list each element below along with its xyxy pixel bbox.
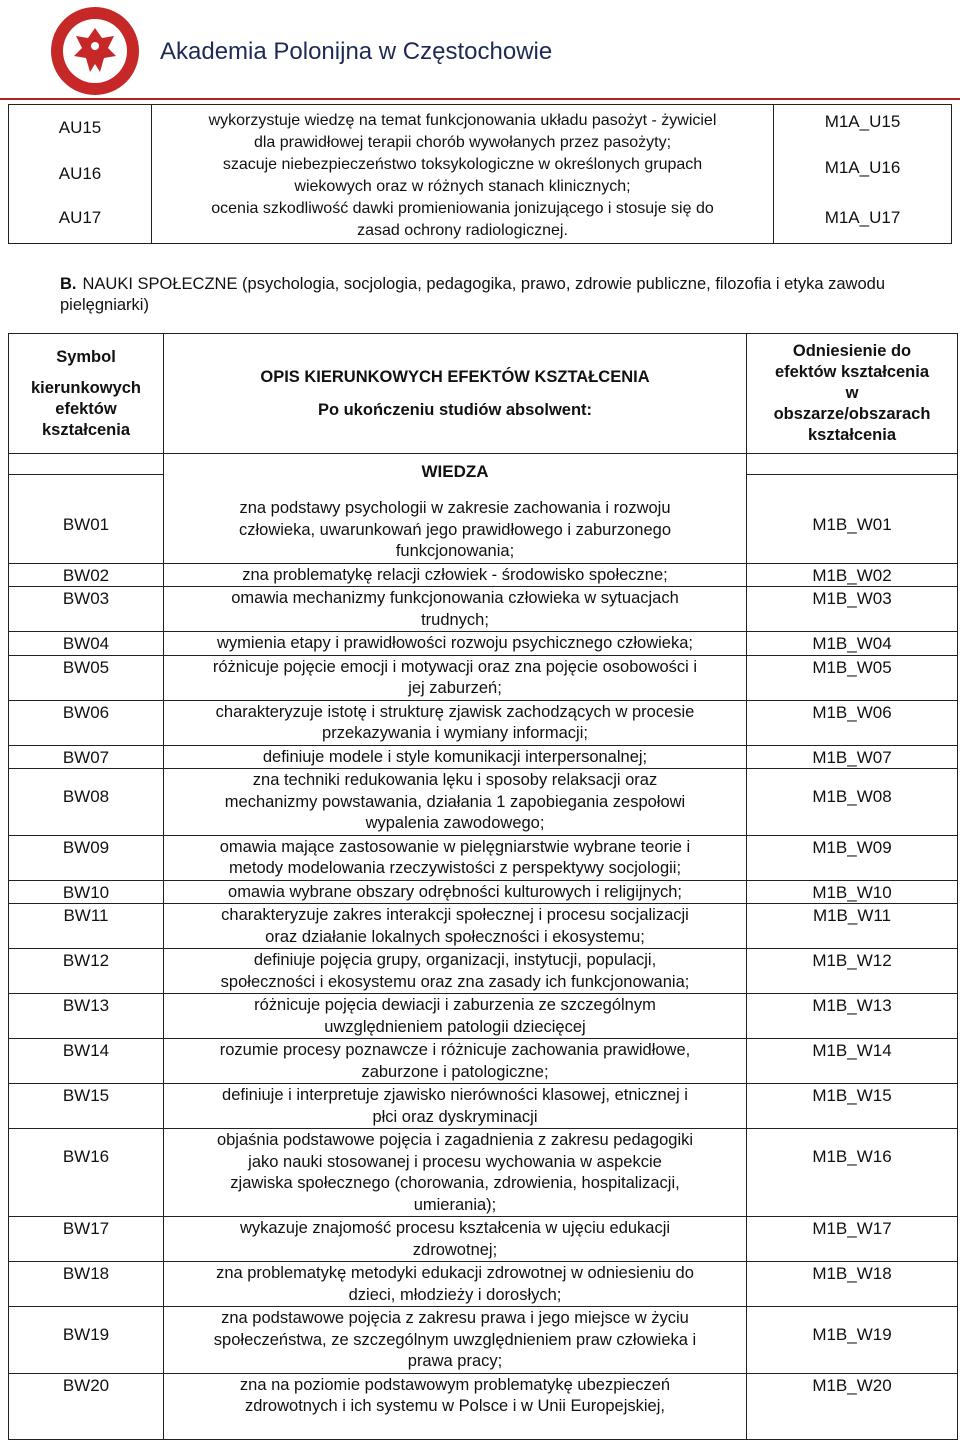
- row-description-line: metody modelowania rzeczywistości z perspektywy socjologii;: [228, 859, 682, 877]
- row-divider: [9, 880, 163, 881]
- row-symbol: BW10: [62, 882, 110, 902]
- row-divider: [164, 745, 746, 746]
- row-description-line: wypalenia zawodowego;: [365, 814, 545, 832]
- row-divider: [164, 1261, 746, 1262]
- row-reference: M1B_W17: [812, 1219, 892, 1238]
- row-description-line: rozumie procesy poznawcze i różnicuje zachowania prawidłowe,: [219, 1041, 691, 1059]
- row-description-line: charakteryzuje istotę i strukturę zjawisk zachodzących w procesie: [215, 702, 695, 721]
- row-divider: [747, 768, 957, 769]
- row-divider: [9, 1373, 163, 1374]
- row-description-line: definiuje modele i style komunikacji interpersonalnej;: [262, 747, 648, 766]
- row-reference: M1B_W07: [812, 747, 892, 767]
- header-symbol-line: kształcenia: [41, 420, 131, 439]
- row-description-line: definiuje pojęcia grupy, organizacji, instytucji, populacji,: [253, 951, 657, 969]
- row-divider: [747, 1216, 957, 1217]
- row-reference: M1B_W15: [812, 1086, 892, 1105]
- row-reference: M1B_W16: [812, 1147, 892, 1166]
- row-divider: [164, 880, 746, 881]
- row-reference: M1B_W10: [812, 882, 892, 902]
- row-reference: M1B_W05: [812, 657, 892, 677]
- row-divider: [164, 700, 746, 701]
- row-reference: M1B_W04: [812, 634, 892, 653]
- row-description-line: umierania);: [413, 1195, 497, 1214]
- row-divider: [747, 1083, 957, 1084]
- top-desc-line: wiekowych oraz w różnych stanach klinicznych;: [294, 178, 631, 195]
- row-divider: [747, 700, 957, 701]
- section-text: NAUKI SPOŁECZNE (psychologia, socjologia, pedagogika, prawo, zdrowie publiczne, filozofia i etyka zawodu pielęgniarki): [60, 275, 885, 314]
- top-symbol-cell: [9, 105, 152, 244]
- row-symbol: BW11: [63, 906, 109, 925]
- header-divider: [0, 98, 960, 100]
- row-reference: M1B_W18: [812, 1264, 892, 1283]
- row-reference: M1B_W01: [812, 515, 892, 534]
- row-description-line: omawia wybrane obszary odrębności kulturowych i religijnych;: [228, 882, 682, 901]
- row-description-line: człowieka, uwarunkowań jego prawidłowego i zaburzonego: [238, 520, 671, 539]
- row-description-line: trudnych;: [421, 610, 489, 629]
- header-ref-line: Odniesienie do: [792, 342, 912, 360]
- top-desc-line: szacuje niebezpieczeństwo toksykologiczne w określonych grupach: [222, 156, 703, 173]
- row-symbol: BW20: [62, 1375, 110, 1395]
- row-divider: [747, 1128, 957, 1129]
- row-divider: [747, 631, 957, 632]
- row-description-line: prawa pracy;: [407, 1352, 503, 1370]
- row-description-line: dzieci, młodzieży i dorosłych;: [348, 1285, 562, 1304]
- row-description-line: zdrowotnej;: [412, 1240, 498, 1259]
- row-divider: [9, 1038, 163, 1039]
- row-symbol: BW17: [62, 1219, 110, 1238]
- row-description-line: wymienia etapy i prawidłowości rozwoju psychicznego człowieka;: [217, 634, 693, 652]
- row-divider: [747, 835, 957, 836]
- top-symbol: AU15: [58, 118, 102, 137]
- category-divider: [747, 474, 957, 475]
- header-symbol-line: kierunkowych: [30, 378, 142, 397]
- row-symbol: BW07: [62, 747, 110, 767]
- row-description-line: społeczeństwa, ze szczególnym uwzględnieniem praw człowieka i: [213, 1330, 697, 1349]
- main-table: [8, 333, 958, 1440]
- page-header: [0, 0, 960, 100]
- row-divider: [9, 835, 163, 836]
- row-divider: [9, 586, 163, 587]
- row-divider: [747, 880, 957, 881]
- row-divider: [747, 1306, 957, 1307]
- row-divider: [9, 993, 163, 994]
- row-symbol: BW16: [62, 1147, 110, 1166]
- row-symbol: BW01: [62, 515, 110, 534]
- row-description-line: przekazywania i wymiany informacji;: [322, 724, 588, 742]
- row-description-line: zdrowotnych i ich systemu w Polsce i w Unii Europejskiej,: [245, 1397, 665, 1415]
- top-desc-line: wykorzystuje wiedzę na temat funkcjonowania układu pasożyt - żywiciel: [208, 112, 717, 129]
- row-description-line: płci oraz dyskryminacji: [372, 1107, 538, 1126]
- top-table: [8, 104, 952, 244]
- row-description-line: zna podstawy psychologii w zakresie zachowania i rozwoju: [239, 499, 671, 517]
- row-divider: [9, 700, 163, 701]
- row-divider: [164, 948, 746, 949]
- row-divider: [9, 903, 163, 904]
- row-divider: [164, 586, 746, 587]
- category-divider: [9, 474, 163, 475]
- row-description-line: funkcjonowania;: [395, 542, 515, 560]
- row-divider: [747, 1261, 957, 1262]
- header-desc-line: Po ukończeniu studiów absolwent:: [317, 400, 593, 419]
- top-ref-cell: [774, 105, 952, 244]
- top-desc-line: zasad ochrony radiologicznej.: [357, 222, 568, 239]
- row-description-line: mechanizmy powstawania, działania 1 zapobiegania zespołowi: [224, 792, 686, 811]
- header-ref-line: kształcenia: [807, 426, 897, 444]
- row-symbol: BW03: [62, 589, 110, 608]
- header-ref-line: obszarze/obszarach: [773, 405, 931, 423]
- row-reference: M1B_W06: [812, 702, 892, 722]
- row-divider: [9, 563, 163, 564]
- row-divider: [9, 1306, 163, 1307]
- row-description-line: objaśnia podstawowe pojęcia i zagadnienia z zakresu pedagogiki: [216, 1131, 694, 1149]
- row-reference: M1B_W03: [812, 589, 892, 608]
- row-reference: M1B_W19: [812, 1325, 892, 1344]
- header-desc-cell: [164, 334, 747, 454]
- row-divider: [747, 655, 957, 656]
- row-description-line: wykazuje znajomość procesu kształcenia w ujęciu edukacji: [239, 1219, 671, 1237]
- row-description-line: zna problematykę relacji człowiek - środowisko społeczne;: [242, 565, 668, 584]
- row-divider: [747, 1373, 957, 1374]
- row-reference: M1B_W11: [812, 906, 892, 925]
- row-divider: [747, 586, 957, 587]
- row-divider: [164, 835, 746, 836]
- row-divider: [9, 631, 163, 632]
- row-divider: [747, 993, 957, 994]
- row-divider: [9, 1261, 163, 1262]
- row-symbol: BW05: [62, 657, 110, 677]
- row-divider: [747, 563, 957, 564]
- header-ref-line: efektów kształcenia: [774, 363, 930, 381]
- row-divider: [164, 768, 746, 769]
- section-heading: [60, 274, 940, 316]
- row-description-line: oraz działanie lokalnych społeczności i ekosystemu;: [265, 927, 645, 946]
- row-divider: [164, 903, 746, 904]
- row-divider: [9, 745, 163, 746]
- row-symbol: BW09: [62, 837, 110, 857]
- row-divider: [747, 745, 957, 746]
- row-description-line: jako nauki stosowanej i procesu wychowania w aspekcie: [248, 1152, 662, 1171]
- row-description-line: charakteryzuje zakres interakcji społecznej i procesu socjalizacji: [221, 906, 689, 924]
- row-divider: [9, 948, 163, 949]
- row-divider: [747, 948, 957, 949]
- eagle-seal-icon: [50, 6, 140, 96]
- row-symbol: BW18: [62, 1264, 110, 1283]
- symbol-column: [9, 454, 164, 1440]
- desc-column: [164, 454, 747, 1440]
- row-symbol: BW12: [62, 951, 110, 970]
- row-divider: [164, 1128, 746, 1129]
- header-ref-cell: [747, 334, 958, 454]
- row-divider: [164, 1083, 746, 1084]
- row-symbol: BW13: [62, 996, 110, 1015]
- section-letter: B.: [60, 275, 77, 293]
- header-ref-line: w: [845, 384, 859, 402]
- top-ref: M1A_U16: [824, 158, 901, 177]
- row-description-line: zna na poziomie podstawowym problematykę ubezpieczeń: [239, 1375, 671, 1394]
- row-description-line: zna techniki redukowania lęku i sposoby relaksacji oraz: [252, 771, 658, 789]
- row-divider: [164, 655, 746, 656]
- row-description-line: zaburzone i patologiczne;: [361, 1062, 549, 1081]
- row-description-line: różnicuje pojęcie emocji i motywacji oraz zna pojęcie osobowości i: [212, 657, 698, 676]
- row-reference: M1B_W13: [812, 996, 892, 1015]
- row-divider: [164, 993, 746, 994]
- row-description-line: definiuje i interpretuje zjawisko nierówności klasowej, etnicznej i: [222, 1086, 688, 1104]
- row-divider: [9, 1128, 163, 1129]
- row-reference: M1B_W02: [812, 565, 892, 585]
- row-reference: M1B_W20: [812, 1375, 892, 1395]
- ref-column: [747, 454, 958, 1440]
- row-divider: [9, 768, 163, 769]
- header-desc-line: OPIS KIERUNKOWYCH EFEKTÓW KSZTAŁCENIA: [260, 367, 650, 386]
- top-ref: M1A_U15: [824, 112, 901, 131]
- row-description-line: omawia mechanizmy funkcjonowania człowieka w sytuacjach: [231, 589, 679, 607]
- row-divider: [747, 903, 957, 904]
- row-divider: [164, 1306, 746, 1307]
- institution-name: Akademia Polonijna w Częstochowie: [160, 38, 553, 65]
- row-description-line: zna problematykę metodyki edukacji zdrowotnej w odniesieniu do: [216, 1264, 694, 1282]
- row-divider: [9, 655, 163, 656]
- row-symbol: BW08: [62, 787, 110, 806]
- row-divider: [164, 563, 746, 564]
- row-reference: M1B_W12: [812, 951, 892, 970]
- top-desc-line: ocenia szkodliwość dawki promieniowania jonizującego i stosuje się do: [211, 200, 714, 217]
- top-desc-line: dla prawidłowej terapii chorób wywołanych przez pasożyty;: [253, 134, 672, 151]
- top-symbol: AU17: [58, 208, 102, 227]
- row-divider: [9, 1216, 163, 1217]
- row-description-line: zjawiska społecznego (chorowania, zdrowienia, hospitalizacji,: [230, 1174, 680, 1192]
- row-divider: [164, 1373, 746, 1374]
- row-symbol: BW02: [62, 565, 110, 585]
- row-description-line: jej zaburzeń;: [408, 679, 502, 697]
- top-ref: M1A_U17: [824, 208, 901, 227]
- row-description-line: omawia mające zastosowanie w pielęgniarstwie wybrane teorie i: [219, 837, 691, 856]
- row-divider: [747, 1038, 957, 1039]
- header-symbol-line: efektów: [55, 399, 117, 418]
- row-divider: [164, 631, 746, 632]
- row-description-line: różnicuje pojęcia dewiacji i zaburzenia ze szczególnym: [254, 996, 656, 1014]
- row-divider: [9, 1083, 163, 1084]
- row-symbol: BW14: [62, 1041, 110, 1060]
- top-desc-cell: [152, 105, 774, 244]
- row-symbol: BW04: [62, 634, 110, 653]
- row-divider: [164, 1038, 746, 1039]
- header-symbol-line: Symbol: [56, 347, 116, 366]
- row-reference: M1B_W09: [812, 837, 892, 857]
- row-description-line: uwzględnieniem patologii dziecięcej: [324, 1017, 586, 1036]
- top-symbol: AU16: [58, 164, 102, 183]
- row-symbol: BW19: [62, 1325, 110, 1344]
- header-symbol-cell: [9, 334, 164, 454]
- row-reference: M1B_W08: [812, 787, 892, 806]
- row-symbol: BW06: [62, 702, 110, 722]
- row-description-line: zna podstawowe pojęcia z zakresu prawa i jego miejsce w życiu: [221, 1309, 689, 1327]
- row-divider: [164, 1216, 746, 1217]
- row-symbol: BW15: [62, 1086, 110, 1105]
- row-reference: M1B_W14: [812, 1041, 892, 1060]
- row-description-line: społeczności i ekosystemu oraz zna zasady ich funkcjonowania;: [220, 972, 690, 991]
- category-wiedza: WIEDZA: [421, 462, 489, 481]
